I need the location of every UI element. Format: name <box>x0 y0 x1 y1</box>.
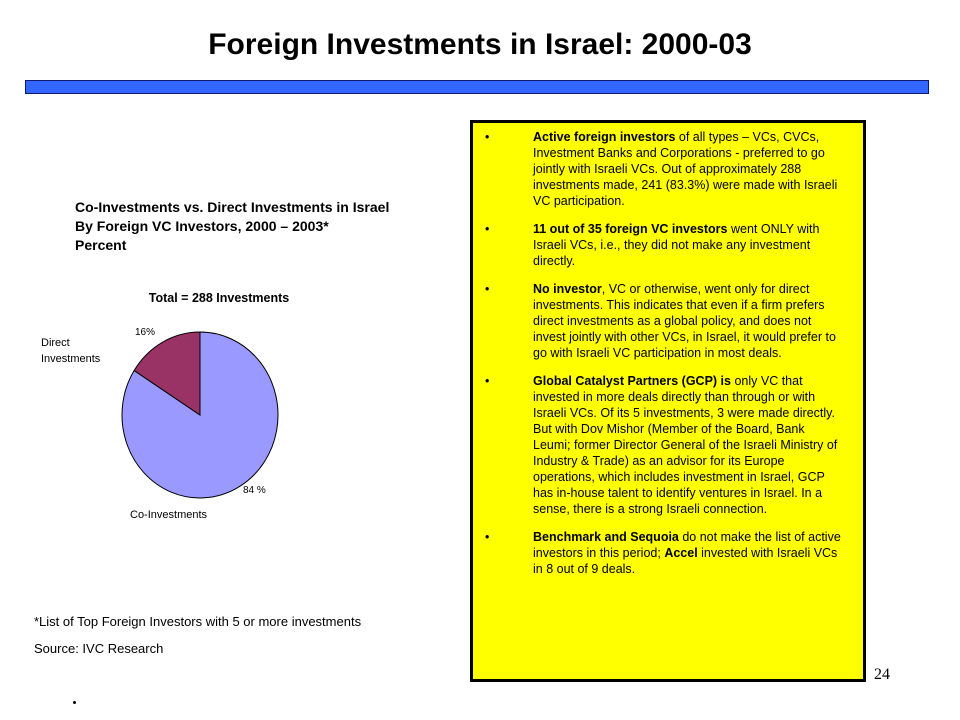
note-bullet <box>481 373 845 517</box>
slide-title: Foreign Investments in Israel: 2000-03 <box>208 28 752 61</box>
bullet-marker: • <box>485 130 490 144</box>
note-bold-text: Accel <box>664 546 698 560</box>
note-text: went ONLY with Israeli VCs, i.e., they did not make any investment directly. <box>533 222 820 268</box>
note-bullet <box>481 281 845 361</box>
co-investments-percent: 84 % <box>243 485 266 496</box>
note-bold-text: Global Catalyst Partners (GCP) is <box>533 374 731 388</box>
chart-footnote: *List of Top Foreign Investors with 5 or more investments <box>34 614 362 629</box>
note-bullet <box>481 529 845 577</box>
note-text: of all types – VCs, CVCs, Investment Banks and Corporations - preferred to go jointly with Israeli VCs. Out of approximately 288 investments made, 241 (83.3%) were made with Israeli VC participation. <box>533 130 838 208</box>
note-bullet <box>481 129 845 209</box>
direct-investments-label-line-2: Investments <box>41 353 101 365</box>
chart-heading-line-2: By Foreign VC Investors, 2000 – 2003* <box>75 218 329 234</box>
note-bullet <box>481 221 845 269</box>
bullet-marker: • <box>485 222 490 236</box>
pie-chart <box>0 0 470 600</box>
decorative-dot <box>73 701 76 704</box>
chart-heading-line-1: Co-Investments vs. Direct Investments in Israel <box>75 199 390 215</box>
bullet-marker: • <box>485 530 490 544</box>
note-bold-text: 11 out of 35 foreign VC investors <box>533 222 728 236</box>
note-bold-text: Active foreign investors <box>533 130 676 144</box>
bullet-marker: • <box>485 374 490 388</box>
direct-investments-label-line-1: Direct <box>41 337 70 349</box>
co-investments-label: Co-Investments <box>130 509 208 521</box>
note-text: , VC or otherwise, went only for direct investments. This indicates that even if a firm prefers direct investments as a global policy, and does not invest jointly with other VCs, in Israel, it would prefer to go with Israeli VC participation in most deals. <box>533 282 836 360</box>
note-text: invested with Israeli VCs in 8 out of 9 deals. <box>533 546 838 576</box>
note-text: do not make the list of active investors in this period; <box>533 530 841 560</box>
notes-panel <box>470 120 866 682</box>
chart-total-label: Total = 288 Investments <box>148 291 290 305</box>
page-number: 24 <box>874 666 890 683</box>
note-text: only VC that invested in more deals directly than through or with Israeli VCs. Of its 5 investments, 3 were made directly. But with Dov Mishor (Member of the Board, Bank Leumi; former Director General of the Israeli Ministry of Industry & Trade) as an advisor for its Europe operations, which includes investment in Israel, GCP has in-house talent to identify ventures in Israel. In a sense, there is a strong Israeli connection. <box>533 374 838 516</box>
note-bold-text: Benchmark and Sequoia <box>533 530 679 544</box>
note-bold-text: No investor <box>533 282 602 296</box>
chart-source: Source: IVC Research <box>34 641 164 656</box>
direct-investments-percent: 16% <box>135 327 156 338</box>
chart-heading-line-3: Percent <box>75 237 127 253</box>
bullet-marker: • <box>485 282 490 296</box>
